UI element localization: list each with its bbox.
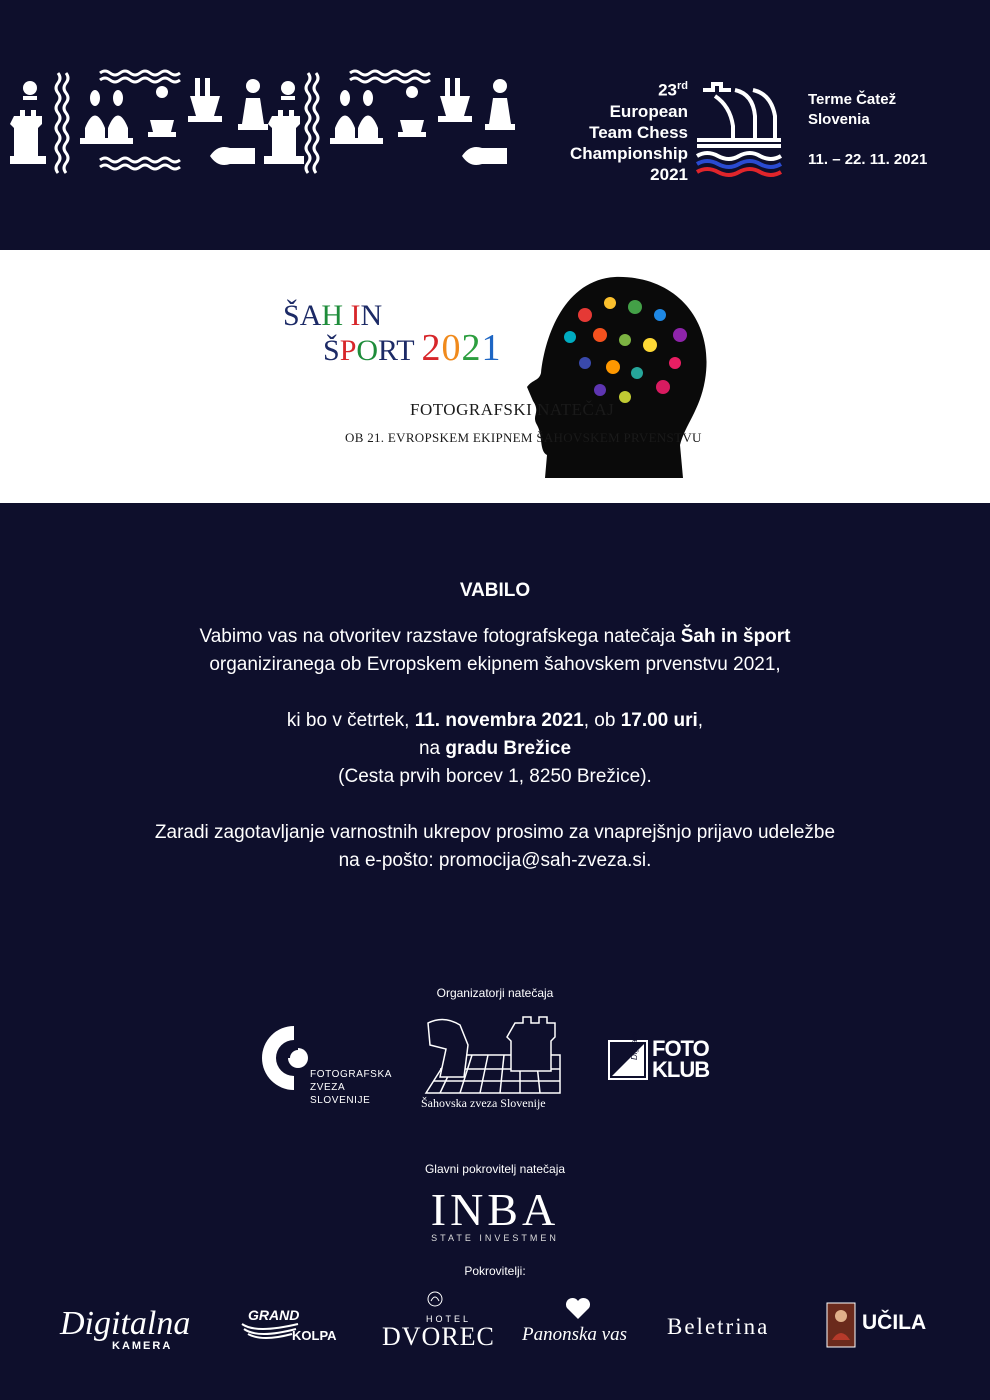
fzs-name: FOTOGRAFSKA ZVEZA SLOVENIJE: [310, 1069, 392, 1106]
contest-banner: [0, 250, 990, 503]
edition-number: 23: [658, 80, 677, 100]
contest-subtitle: OB 21. EVROPSKEM EKIPNEM ŠAHOVSKEM PRVENSTVU: [345, 430, 702, 445]
invitation-paragraph: ki bo v četrtek, 11. novembra 2021, ob 17.00 uri,: [286, 710, 704, 731]
venue-info: [808, 90, 978, 170]
sponsor-kolpa: KOLPA: [292, 1328, 337, 1343]
invitation-address: (Cesta prvih borcev 1, 8250 Brežice).: [338, 766, 652, 787]
invitation-paragraph: Vabimo vas na otvoritev razstave fotografskega natečaja Šah in šport: [199, 626, 791, 647]
rook-icon: [264, 110, 304, 164]
head-silhouette-icon: [525, 275, 715, 480]
foto-klub-name: FOTO KLUB: [652, 1036, 710, 1082]
chess-pieces-pattern: [10, 68, 520, 178]
rook-icon: [10, 110, 46, 164]
championship-logo-icon: [695, 78, 785, 183]
title-line: 2021: [650, 164, 688, 184]
event-dates: 11. – 22. 11. 2021: [808, 151, 928, 168]
hotel-dvorec-emblem-icon: [426, 1290, 444, 1308]
sponsor-dvorec: DVOREC: [382, 1322, 495, 1351]
title-line: Team Chess: [589, 122, 688, 142]
szs-name: Šahovska zveza Slovenije: [421, 1096, 546, 1110]
contest-title: FOTOGRAFSKI NATEČAJ: [410, 400, 615, 419]
main-sponsor-label: Glavni pokrovitelj natečaja: [424, 1162, 566, 1176]
contest-logo-text: ŠAH IN ŠPORT 2021: [283, 299, 502, 369]
king-icon: [438, 78, 472, 122]
title-line: European: [609, 101, 688, 121]
venue-name: Terme Čatež: [808, 91, 897, 108]
fzs-logo-icon: [258, 1024, 318, 1092]
bishop-icon: [330, 90, 383, 144]
knight-icon: [462, 147, 507, 165]
foto-klub-vertical: Digitalni: [630, 1031, 639, 1060]
invitation-text: [60, 577, 930, 875]
invitation-email: na e-pošto: promocija@sah-zveza.si.: [338, 850, 652, 871]
foto-klub-icon: [608, 1040, 648, 1080]
sponsor-digitalna: Digitalna: [60, 1305, 191, 1342]
knight-icon: [210, 147, 255, 165]
szs-logo-icon: [420, 1015, 565, 1097]
sponsors-label: Pokrovitelji:: [464, 1264, 526, 1278]
sponsor-hotel: HOTEL: [426, 1314, 472, 1324]
venue-country: Slovenia: [808, 111, 870, 128]
championship-title: [520, 76, 688, 185]
ucila-book-icon: [826, 1302, 856, 1348]
pawn-icon: [485, 79, 515, 130]
invitation-heading: VABILO: [459, 580, 531, 601]
sponsor-grand: GRAND: [248, 1307, 300, 1323]
main-sponsor-name: INBA: [430, 1184, 560, 1235]
sponsor-panonska: Panonska vas: [522, 1324, 628, 1345]
queen-icon: [148, 86, 176, 137]
invitation-line: organiziranega ob Evropskem ekipnem šahovskem prvenstvu 2021,: [209, 654, 781, 675]
title-line: Championship: [569, 143, 688, 163]
pawn-icon: [23, 81, 37, 95]
pawn-icon: [238, 79, 268, 130]
sponsor-beletrina: Beletrina: [667, 1314, 770, 1339]
invitation-line: Zaradi zagotavljanje varnostnih ukrepov prosimo za vnaprejšnjo prijavo udeležbe: [154, 822, 836, 843]
sponsor-ucila: UČILA: [862, 1311, 927, 1334]
queen-icon: [398, 86, 426, 137]
sponsor-digitalna-sub: KAMERA: [112, 1340, 173, 1352]
organizers-label: Organizatorji natečaja: [436, 986, 554, 1000]
heart-icon: [565, 1297, 591, 1321]
bishop-icon: [80, 90, 133, 144]
king-icon: [188, 78, 222, 122]
invitation-line: na gradu Brežice: [418, 738, 572, 759]
edition-suffix: rd: [677, 80, 688, 92]
main-sponsor-sub: STATE INVESTMEN: [431, 1233, 559, 1243]
contest-year: 2021: [421, 327, 502, 369]
